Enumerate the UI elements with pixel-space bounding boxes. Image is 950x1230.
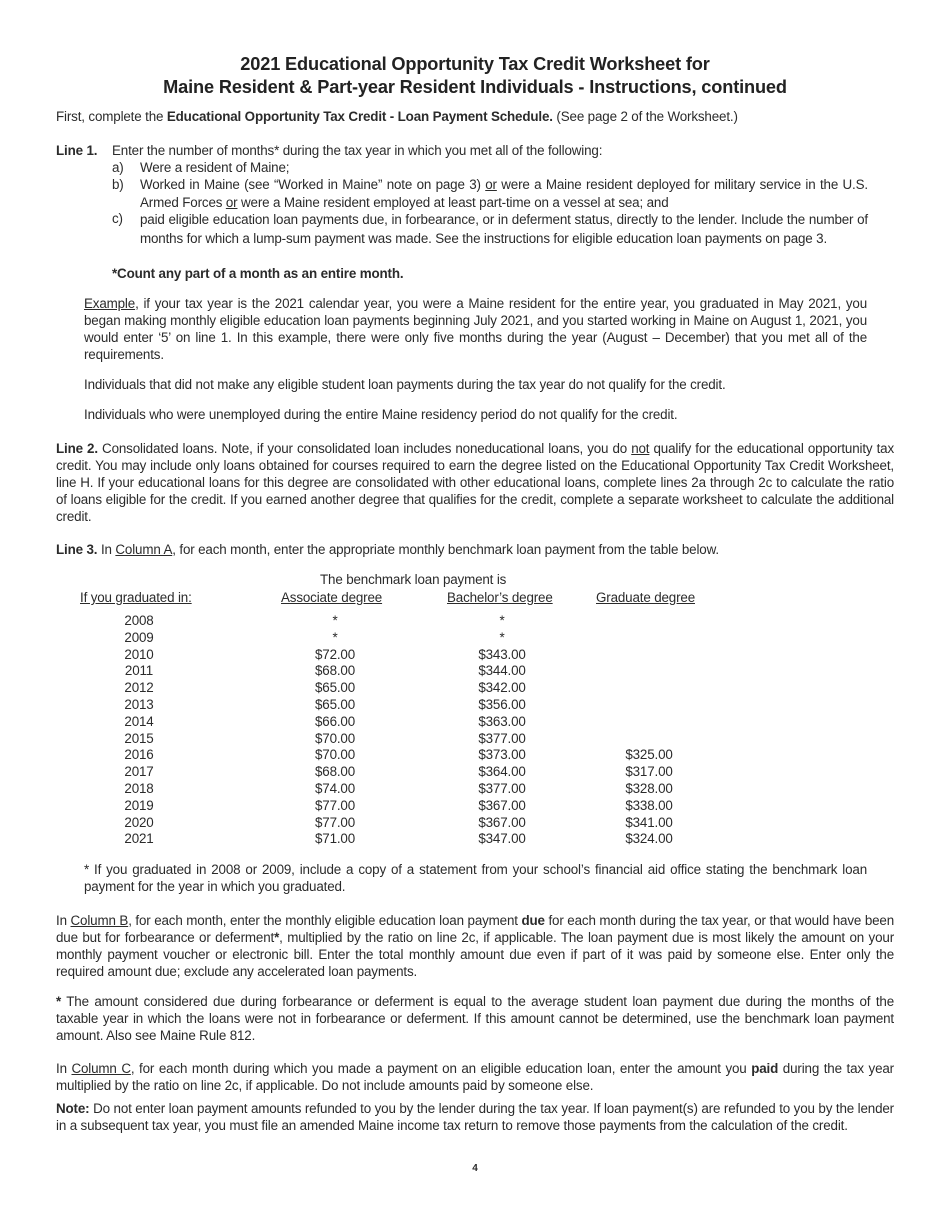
column-b-paragraph: [56, 912, 894, 980]
header-graduate: Graduate degree: [596, 590, 695, 605]
table-row: [0, 781, 950, 798]
no-payments-note: Individuals that did not make any eligible student loan payments during the tax year do not qualify for the credit.: [84, 377, 726, 392]
table-row: [0, 731, 950, 748]
table-row: [0, 663, 950, 680]
table-row: [0, 697, 950, 714]
intro-paragraph: [56, 108, 894, 125]
cell-associate: $74.00: [314, 781, 356, 796]
example-label: Example: [84, 296, 136, 311]
column-c-text: , for each month during which you made a payment on an eligible education loan, enter the amount you: [130, 1061, 752, 1076]
cell-bachelor: $347.00: [478, 831, 526, 847]
header-associate: Associate degree: [281, 590, 383, 605]
header-bachelor: Bachelor’s degree: [447, 590, 553, 605]
cell-year: 2016: [124, 747, 154, 763]
cell-graduate: $317.00: [625, 764, 673, 780]
table-row: [0, 831, 950, 848]
cell-associate: $71.00: [314, 831, 356, 847]
line2-text-end: qualify for the educational opportunity tax credit. You may include only loans obtained for courses required to earn the degree listed on the Educational Opportunity Tax Credit Worksheet, line H. If your educational loans for this degree are consolidated with other educational loans, complete lines 2a through 2c to calculate the ratio of loans eligible for the credit. If you earned another degree that qualifies for the credit, complete a separate worksheet to calculate the additional credit.: [56, 441, 894, 524]
unemployed-note: Individuals who were unemployed during the entire Maine residency period do not qualify for the credit.: [84, 407, 678, 422]
line1-item-c: [112, 210, 872, 264]
cell-year: 2017: [124, 764, 154, 780]
cell-bachelor: $367.00: [478, 797, 526, 813]
cell-bachelor: $367.00: [478, 814, 526, 830]
not-underlined: not: [631, 441, 650, 456]
item-text: Were a resident of Maine;: [140, 160, 290, 175]
forbearance-text: The amount considered due during forbearance or deferment is equal to the average student loan payment due during the months of the taxable year in which the loans were not in forbearance or deferment. If this amount cannot be determined, use the benchmark loan payment amount. Also see Maine Rule 812.: [56, 994, 894, 1043]
table-caption: The benchmark loan payment is: [320, 572, 507, 587]
column-b-text: , for each month, enter the monthly eligible education loan payment: [128, 913, 522, 928]
table-row: [0, 647, 950, 664]
example-paragraph: [84, 295, 867, 363]
cell-associate: $77.00: [314, 797, 356, 813]
column-c-paragraph: [56, 1060, 894, 1094]
item-text-part: were a Maine resident deployed for military service in the U.S. Armed Forces: [140, 177, 868, 210]
cell-bachelor: *: [499, 629, 505, 645]
column-b-text: for each month during the tax year, or that would have been due but for forbearance or deferment: [56, 913, 895, 945]
paid-bold: paid: [751, 1061, 779, 1076]
cell-graduate: $338.00: [625, 797, 673, 813]
cell-year: 2020: [124, 814, 154, 830]
cell-bachelor: $343.00: [478, 646, 526, 662]
item-text: [140, 176, 868, 211]
cell-associate: $77.00: [314, 814, 356, 830]
cell-year: 2019: [124, 797, 154, 813]
cell-year: 2012: [124, 680, 154, 696]
cell-year: 2009: [124, 629, 154, 645]
cell-associate: $70.00: [314, 730, 356, 746]
column-c-text-end: during the tax year multiplied by the ratio on line 2c, if applicable. Do not include amounts paid by someone else.: [56, 1061, 894, 1093]
cell-associate: $68.00: [314, 764, 356, 780]
table-row: [0, 714, 950, 731]
line1-label: Line 1.: [56, 143, 98, 158]
cell-year: 2014: [124, 713, 154, 729]
line1-text: Enter the number of months* during the tax year in which you met all of the following:: [112, 143, 603, 158]
item-key: b): [112, 177, 124, 192]
cell-graduate: $341.00: [625, 814, 673, 830]
or-underlined: or: [485, 177, 497, 192]
line3-text-end: , for each month, enter the appropriate monthly benchmark loan payment from the table below.: [172, 542, 719, 557]
item-text: paid eligible education loan payments due, in forbearance, or in deferment status, directly to the lender. Include the number of months for which a lump-sum payment was made. See the instructions for eligible education loan payments on page 3.: [140, 212, 868, 246]
page-number: 4: [472, 1163, 478, 1174]
line1-item-a: [112, 159, 872, 177]
column-b-text: In: [56, 913, 71, 928]
forbearance-note: [56, 993, 894, 1044]
column-c-label: Column C: [71, 1061, 131, 1076]
cell-graduate: $324.00: [625, 831, 673, 847]
line3-text: In: [97, 542, 116, 557]
header-graduated-in: If you graduated in:: [80, 590, 192, 605]
table-row: [0, 764, 950, 781]
cell-associate: $70.00: [314, 747, 356, 763]
cell-associate: $68.00: [314, 663, 356, 679]
column-b-label: Column B: [70, 913, 129, 928]
cell-associate: $65.00: [314, 697, 356, 712]
count-note: *Count any part of a month as an entire month.: [112, 266, 404, 281]
table-footnote: * If you graduated in 2008 or 2009, include a copy of a statement from your school’s financial aid office stating the benchmark loan payment for the year in which you graduated.: [84, 862, 867, 894]
cell-bachelor: $363.00: [478, 713, 526, 729]
note-text: Do not enter loan payment amounts refunded to you by the lender during the tax year. If loan payment(s) are refunded to you by the lender in a subsequent tax year, you must file an amended Maine income tax return to remove those payments from the calculation of the credit.: [56, 1101, 894, 1133]
line2-label: Line 2.: [56, 441, 98, 456]
column-c-text: In: [56, 1061, 72, 1076]
item-key: c): [112, 211, 123, 226]
asterisk: *: [274, 930, 280, 945]
cell-bachelor: $344.00: [478, 663, 526, 679]
or-underlined: or: [225, 194, 238, 210]
title-line-1: 2021 Educational Opportunity Tax Credit Worksheet for: [240, 54, 710, 74]
cell-year: 2021: [124, 831, 154, 847]
line2-text: Consolidated loans. Note, if your consolidated loan includes noneducational loans, you do: [97, 441, 632, 456]
column-a-label: Column A: [115, 542, 173, 557]
cell-year: 2008: [124, 613, 154, 628]
intro-text: First, complete the: [56, 109, 167, 124]
due-bold: due: [521, 913, 545, 928]
table-row: [0, 613, 950, 630]
item-text-part: were a Maine resident employed at least part-time on a vessel at sea; and: [237, 194, 669, 210]
cell-associate: *: [332, 629, 338, 645]
cell-bachelor: *: [499, 613, 505, 628]
cell-year: 2013: [124, 697, 154, 712]
line2-paragraph: [56, 440, 894, 525]
cell-year: 2011: [124, 663, 154, 679]
table-row: [0, 747, 950, 764]
cell-bachelor: $377.00: [478, 781, 526, 796]
table-row: [0, 815, 950, 832]
page-title: [0, 53, 950, 99]
cell-bachelor: $356.00: [478, 697, 526, 712]
column-b-text-end: , multiplied by the ratio on line 2c, if applicable. The loan payment due is most likely the amount on your monthly payment voucher or electronic bill. Enter the total monthly amount due even if part of it was paid by someone else. Enter only the required amount due; exclude any accelerated loan payments.: [56, 930, 894, 979]
example-text: , if your tax year is the 2021 calendar year, you were a Maine resident for the entire year, you graduated in May 2021, you began making monthly eligible education loan payments beginning July 2021, and you started working in Maine on August 1, 2021, you would enter ‘5’ on line 1. In this example, there were only five months during the year (August – December) that you met all of the requirements.: [84, 296, 867, 362]
cell-associate: $66.00: [314, 713, 356, 729]
item-text-part: Worked in Maine (see “Worked in Maine” note on page 3): [140, 177, 486, 192]
cell-associate: $65.00: [314, 680, 356, 696]
asterisk: *: [56, 994, 62, 1009]
line1-heading: [56, 142, 894, 159]
intro-text-end: (See page 2 of the Worksheet.): [552, 109, 738, 124]
cell-year: 2015: [124, 730, 154, 746]
refund-note: [56, 1100, 894, 1134]
cell-bachelor: $377.00: [478, 730, 526, 746]
note-label: Note:: [56, 1101, 90, 1116]
schedule-name: Educational Opportunity Tax Credit - Loan Payment Schedule.: [166, 109, 553, 124]
cell-graduate: $328.00: [625, 781, 673, 796]
cell-graduate: $325.00: [625, 747, 673, 763]
table-row: [0, 630, 950, 647]
cell-bachelor: $342.00: [478, 680, 526, 696]
cell-year: 2010: [124, 646, 154, 662]
table-row: [0, 680, 950, 697]
line3-paragraph: [56, 541, 894, 558]
title-line-2: Maine Resident & Part-year Resident Individuals - Instructions, continued: [163, 77, 787, 97]
cell-associate: *: [332, 613, 338, 628]
cell-year: 2018: [124, 781, 154, 796]
table-row: [0, 798, 950, 815]
item-key: a): [112, 160, 124, 175]
line3-label: Line 3.: [56, 542, 98, 557]
cell-bachelor: $364.00: [478, 764, 526, 780]
cell-bachelor: $373.00: [478, 747, 526, 763]
cell-associate: $72.00: [314, 646, 356, 662]
line1-item-b: [112, 176, 872, 212]
